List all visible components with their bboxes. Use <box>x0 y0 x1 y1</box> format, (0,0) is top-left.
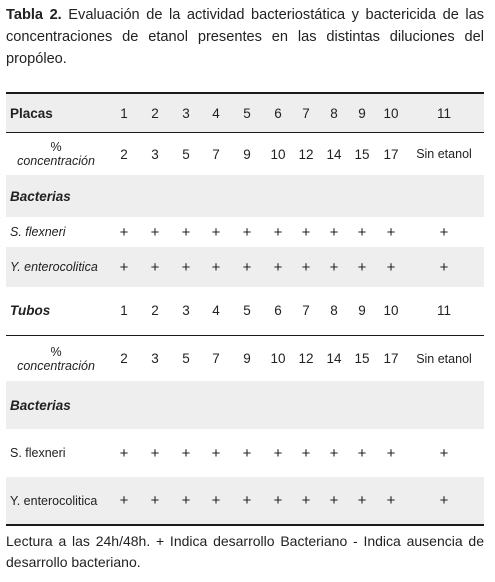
cell-col-10: 17 <box>383 146 399 162</box>
tubos-y-enterocolitica-label: Y. enterocolitica <box>10 493 98 508</box>
cell-col-3: 5 <box>182 351 190 366</box>
cell-col-6: + <box>273 444 283 462</box>
cell-col-6: 10 <box>270 146 286 162</box>
cell-col-9: + <box>357 258 367 276</box>
cell-col-9: 15 <box>354 146 370 162</box>
cell-col-5: 5 <box>243 105 251 121</box>
placas-bacterias-row <box>6 175 484 217</box>
cell-col-5: + <box>242 258 252 276</box>
cell-col-10: 17 <box>383 351 399 366</box>
cell-col-1: + <box>119 223 129 241</box>
cell-col-5: 9 <box>243 146 251 162</box>
cell-col-11: + <box>439 223 449 241</box>
cell-col-6: + <box>273 258 283 276</box>
cell-col-8: + <box>329 223 339 241</box>
cell-col-9: 15 <box>354 351 370 366</box>
cell-col-5: 5 <box>243 302 251 318</box>
tubos-bacterias-label: Bacterias <box>10 397 71 413</box>
cell-col-7: 7 <box>302 302 310 318</box>
cell-col-11: 11 <box>436 302 452 318</box>
table-footnote: Lectura a las 24h/48h. + Indica desarrollo Bacteriano - Indica ausencia de desarrollo bacteriano. <box>6 533 484 570</box>
cell-col-5: + <box>242 492 252 509</box>
cell-col-5: + <box>242 444 252 462</box>
cell-col-7: 7 <box>302 105 310 121</box>
placas-label: Placas <box>10 105 53 121</box>
placas-conc-label <box>6 140 106 168</box>
cell-col-10: + <box>386 492 396 509</box>
cell-col-3: 5 <box>182 146 190 162</box>
cell-col-7: 12 <box>298 146 314 162</box>
cell-col-7: + <box>301 492 311 509</box>
cell-col-2: + <box>150 444 160 462</box>
cell-col-2: + <box>150 258 160 276</box>
cell-col-5: + <box>242 223 252 241</box>
placas-row-s-flexneri <box>6 217 484 247</box>
tubos-conc-label <box>6 345 106 373</box>
cell-col-8: 14 <box>326 146 342 162</box>
percent-symbol: % <box>50 344 62 359</box>
cell-col-6: 6 <box>274 105 282 121</box>
placas-header-row <box>6 94 484 132</box>
cell-col-4: 4 <box>212 105 220 121</box>
cell-col-4: + <box>211 444 221 462</box>
cell-col-11: + <box>439 444 449 462</box>
cell-col-4: + <box>211 223 221 241</box>
percent-symbol: % <box>50 140 62 154</box>
cell-col-4: 4 <box>212 302 220 318</box>
cell-col-1: 1 <box>120 302 128 318</box>
tubos-label: Tubos <box>10 302 51 318</box>
cell-col-6: 6 <box>274 302 282 318</box>
cell-col-7: + <box>301 258 311 276</box>
cell-col-2: + <box>150 492 160 509</box>
placas-row-y-enterocolitica <box>6 247 484 287</box>
cell-col-3: + <box>181 223 191 241</box>
placas-y-enterocolitica-label: Y. enterocolitica <box>10 260 98 274</box>
cell-col-8: + <box>329 444 339 462</box>
tubos-bacterias-row <box>6 381 484 429</box>
cell-col-3: 3 <box>182 302 190 318</box>
cell-col-1: 1 <box>120 105 128 121</box>
cell-col-11: Sin etanol <box>416 147 472 161</box>
placas-concentration-row <box>6 133 484 175</box>
tubos-concentration-row <box>6 336 484 381</box>
cell-col-11: + <box>439 492 449 509</box>
cell-col-10: 10 <box>383 302 399 318</box>
tubos-s-flexneri-label: S. flexneri <box>10 446 66 460</box>
cell-col-4: 7 <box>212 351 220 366</box>
cell-col-3: + <box>181 258 191 276</box>
cell-col-4: + <box>211 258 221 276</box>
cell-col-2: 2 <box>151 105 159 121</box>
cell-col-1: 2 <box>120 146 128 162</box>
cell-col-8: 8 <box>330 105 338 121</box>
cell-col-9: 9 <box>358 302 366 318</box>
tubos-row-y-enterocolitica <box>6 477 484 524</box>
cell-col-3: + <box>181 444 191 462</box>
cell-col-2: 2 <box>151 302 159 318</box>
concentration-word: concentración <box>17 358 95 373</box>
cell-col-2: + <box>150 223 160 241</box>
cell-col-1: 2 <box>120 351 128 366</box>
caption-text: Evaluación de la actividad bacteriostática y bactericida de las concentraciones de etanol presentes en las distintas diluciones del propóleo. <box>6 7 484 67</box>
cell-col-8: 8 <box>330 302 338 318</box>
cell-col-7: + <box>301 223 311 241</box>
cell-col-8: 14 <box>326 351 342 366</box>
cell-col-9: + <box>357 492 367 509</box>
cell-col-10: + <box>386 444 396 462</box>
cell-col-10: + <box>386 223 396 241</box>
cell-col-3: + <box>181 492 191 509</box>
cell-col-9: + <box>357 444 367 462</box>
caption-label: Tabla 2. <box>6 7 62 23</box>
placas-bacterias-label: Bacterias <box>10 188 71 204</box>
cell-col-7: + <box>301 444 311 462</box>
cell-col-1: + <box>119 492 129 509</box>
tubos-row-s-flexneri <box>6 429 484 477</box>
cell-col-4: 7 <box>212 146 220 162</box>
cell-col-10: + <box>386 258 396 276</box>
cell-col-1: + <box>119 444 129 462</box>
cell-col-9: 9 <box>358 105 366 121</box>
cell-col-9: + <box>357 223 367 241</box>
tubos-header-row <box>6 287 484 333</box>
cell-col-4: + <box>211 492 221 509</box>
cell-col-8: + <box>329 492 339 509</box>
cell-col-5: 9 <box>243 351 251 366</box>
cell-col-6: + <box>273 223 283 241</box>
table-bottom-rule <box>6 524 484 526</box>
cell-col-1: + <box>119 258 129 276</box>
cell-col-8: + <box>329 258 339 276</box>
cell-col-3: 3 <box>182 105 190 121</box>
cell-col-10: 10 <box>383 105 399 121</box>
table-caption <box>6 4 484 70</box>
cell-col-7: 12 <box>298 351 314 366</box>
cell-col-2: 3 <box>151 146 159 162</box>
cell-col-11: + <box>439 258 449 276</box>
placas-s-flexneri-label: S. flexneri <box>10 225 66 239</box>
cell-col-11: Sin etanol <box>416 351 472 366</box>
cell-col-2: 3 <box>151 351 159 366</box>
concentration-word: concentración <box>17 154 95 168</box>
cell-col-6: + <box>273 492 283 509</box>
cell-col-6: 10 <box>270 351 286 366</box>
cell-col-11: 11 <box>436 105 452 121</box>
